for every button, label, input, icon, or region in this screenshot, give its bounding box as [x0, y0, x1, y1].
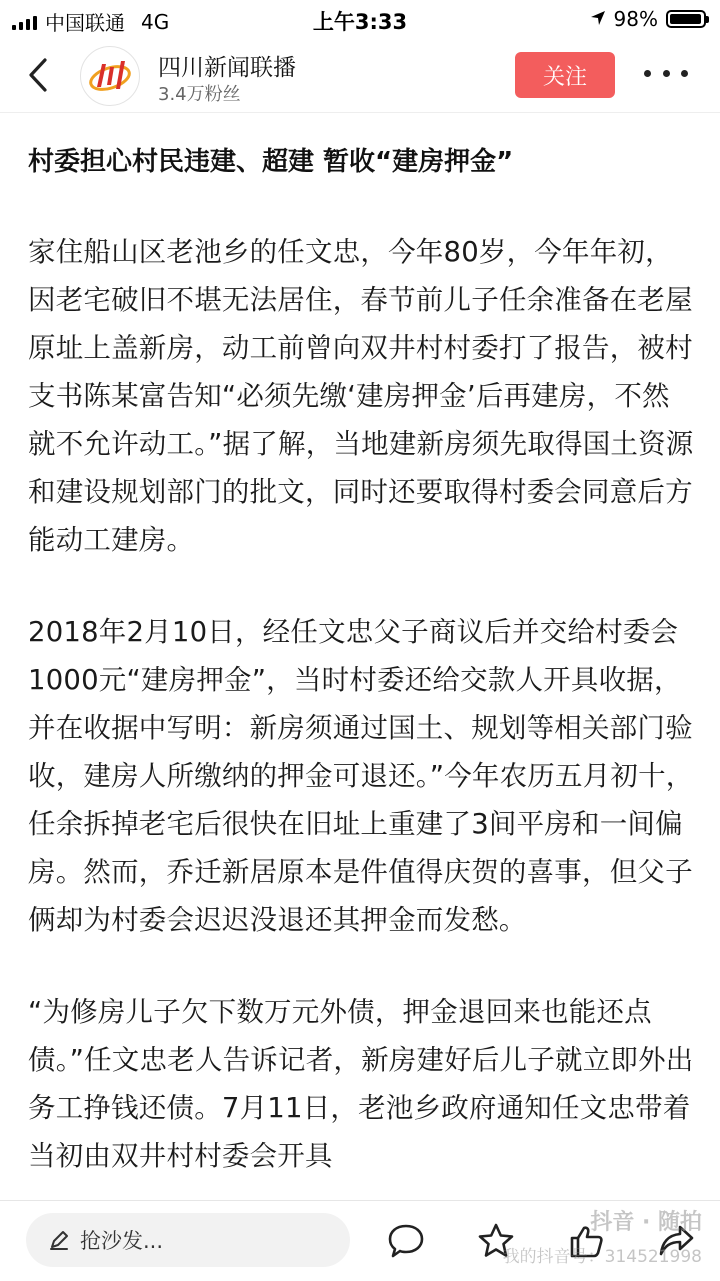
- network-label: 4G: [141, 9, 170, 34]
- comment-button[interactable]: [386, 1221, 426, 1261]
- article-paragraph: “为修房儿子欠下数万元外债，押金退回来也能还点债。”任文忠老人告诉记者，新房建好后儿子就立即外出务工挣钱还债。7月11日，老池乡政府通知任文忠带着当初由双井村村委会开具: [28, 996, 694, 1172]
- more-dot: [644, 70, 651, 77]
- thumbs-up-icon: [566, 1221, 606, 1261]
- battery-level-fill: [670, 14, 701, 24]
- speech-bubble-icon: [386, 1221, 426, 1261]
- article-paragraph: 家住船山区老池乡的任文忠，今年80岁，今年年初，因老宅破旧不堪无法居住，春节前儿子任余准备在老屋原址上盖新房，动工前曾向双井村村委打了报告，被村支书陈某富告知“必须先缴‘建房押金’后再建房，不然就不允许动工。”据了解，当地建新房须先取得国土资源和建设规划部门的批文，同时还要取得村委会同意后方能动工建房。: [28, 236, 694, 556]
- share-arrow-icon: [656, 1221, 696, 1261]
- account-fans: 3.4万粉丝: [158, 84, 241, 105]
- account-name[interactable]: 四川新闻联播: [158, 55, 296, 81]
- back-button[interactable]: [18, 52, 58, 98]
- battery-percent: 98%: [613, 7, 658, 31]
- status-time: 上午3:33: [312, 10, 408, 34]
- share-button[interactable]: [656, 1221, 696, 1261]
- favorite-button[interactable]: [476, 1221, 516, 1261]
- battery-icon: [666, 10, 706, 28]
- pen-icon: [48, 1229, 70, 1251]
- status-right: [590, 7, 706, 31]
- article-paragraph: 2018年2月10日，经任文忠父子商议后并交给村委会1000元“建房押金”，当时村委还给交款人开具收据，并在收据中写明：新房须通过国土、规划等相关部门验收，建房人所缴纳的押金可退还。”今年农历五月初十，任余拆掉老宅后很快在旧址上重建了3间平房和一间偏房。然而，乔迁新居原本是件值得庆贺的喜事，但父子俩却为村委会迟迟没退还其押金而发愁。: [28, 616, 694, 936]
- bottom-action-bar: [0, 1200, 720, 1281]
- watermark-line2: 我的抖音号：314521998: [502, 1247, 702, 1267]
- article-body: [28, 140, 696, 1200]
- chevron-left-icon: [27, 57, 49, 93]
- star-icon: [476, 1221, 516, 1261]
- status-bar: [0, 0, 720, 40]
- follow-button[interactable]: 关注: [515, 52, 615, 98]
- carrier-label: 中国联通: [45, 11, 125, 35]
- account-avatar[interactable]: [80, 46, 140, 106]
- comment-input[interactable]: [26, 1213, 350, 1267]
- more-button[interactable]: [644, 58, 688, 88]
- watermark-line1: 抖音 · 随拍: [590, 1210, 702, 1235]
- more-dot: [681, 70, 688, 77]
- article-header: [0, 40, 720, 113]
- like-button[interactable]: [566, 1221, 606, 1261]
- more-dot: [663, 70, 670, 77]
- comment-placeholder: 抢沙发...: [80, 1229, 164, 1253]
- article-title: 村委担心村民违建、超建 暂收“建房押金”: [28, 147, 514, 177]
- sichuan-logo-icon: [81, 47, 139, 105]
- location-icon: [590, 7, 606, 31]
